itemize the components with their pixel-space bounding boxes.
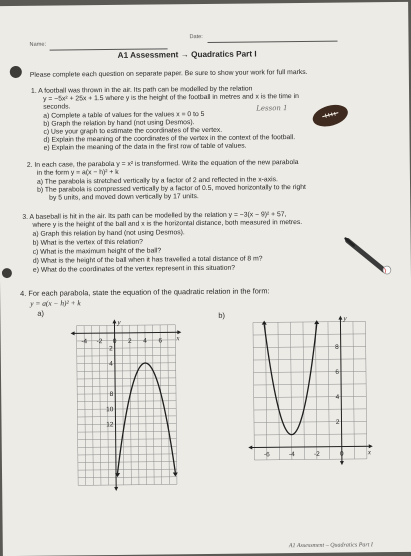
date-line (208, 41, 338, 43)
grid-line (160, 325, 162, 485)
punch-hole (10, 66, 22, 78)
grid-line (328, 322, 329, 459)
grid-line (290, 322, 291, 459)
grid-line (77, 386, 176, 387)
y-axis-arrow (338, 316, 342, 320)
x-tick-label: 4 (143, 337, 147, 345)
grid-line (84, 326, 86, 486)
q1-line-2: y = −5x² + 25x + 1.5 where y is the height of the football in metres and x is the time in (43, 93, 299, 103)
y-tick-label: 2 (335, 418, 340, 426)
q3-part-b: b) What is the vertex of this relation? (32, 238, 143, 247)
x-tick-label: -4 (81, 338, 88, 346)
x-axis-label: x (367, 448, 371, 457)
grid-line (77, 348, 176, 349)
q3-line-2: where y is the height of the ball and x is the horizontal distance, both measured in metres. (32, 218, 303, 229)
grid-line (77, 355, 176, 356)
worksheet-page (0, 2, 411, 556)
y-axis (340, 319, 342, 462)
q1-part-b: b) Graph the relation by hand (not using Desmos). (43, 119, 195, 128)
y-tick-label: 2 (109, 345, 113, 353)
q2-part-b: b) The parabola is compressed vertically by a factor of 0.5, moved horizontally to the right (37, 183, 306, 194)
y-tick-label: 8 (109, 390, 114, 399)
y-axis-arrow (112, 319, 116, 323)
graph-a-label: a) (37, 308, 44, 318)
q2-line-1: 2. In each case, the parabola y = x² is transformed. Write the equation of the new parabola (26, 159, 299, 169)
grid-line (315, 322, 316, 459)
graph-b-label: b) (218, 310, 226, 320)
q4-form: y = a(x − h)² + k (30, 298, 81, 308)
baseball-bat-icon (342, 234, 394, 279)
grid-line (353, 321, 354, 458)
grid-line (127, 325, 132, 485)
grid-line (77, 363, 176, 364)
x-tick-label: 0 (339, 450, 344, 458)
grid-line (78, 454, 177, 455)
y-axis-label: y (343, 314, 347, 323)
q3-part-d: d) What is the height of the ball when it has travelled a total distance of 8 m? (32, 255, 263, 265)
x-tick-label: -2 (96, 338, 103, 346)
q2-line-2: in the form y = a(x − h)² + k (36, 168, 119, 177)
grid-line (78, 484, 177, 485)
grid-line (76, 325, 175, 326)
y-tick-label: 10 (106, 406, 114, 414)
grid-line (253, 346, 365, 347)
grid-line (78, 446, 177, 447)
y-tick-label: 12 (106, 421, 114, 429)
grid-line (78, 462, 177, 463)
grid-line (92, 326, 94, 486)
q1-line-1: 1. A football was thrown in the air. Its path can be modelled by the relation (30, 85, 253, 95)
grid-line (77, 370, 176, 371)
grid-line (253, 334, 365, 335)
grid-line (365, 321, 366, 458)
grid-line (137, 325, 139, 485)
q2-part-b-cont: by 5 units, and moved down vertically by 17 units. (49, 193, 199, 202)
x-tick-label: 6 (158, 337, 163, 345)
x-tick-label: -2 (313, 450, 320, 458)
y-axis-arrow (114, 487, 118, 491)
grid-line (168, 325, 170, 485)
x-tick-label: -6 (263, 451, 270, 459)
page-footer: A1 Assessment – Quadratics Part I (288, 542, 373, 550)
grid-line (254, 459, 366, 460)
grid-line (145, 325, 147, 485)
q1-line-3: seconds. (43, 103, 71, 111)
q1-part-a: a) Complete a table of values for the values x = 0 to 5 (43, 111, 205, 120)
q1-part-e: e) Explain the meaning of the data in the first row of table of values. (43, 142, 247, 152)
grid-line (254, 421, 366, 422)
grid-line (122, 325, 124, 485)
y-tick-label: 4 (335, 393, 340, 401)
q2-part-a: a) The parabola is stretched vertically by a factor of 2 and reflected in the x-axis. (36, 176, 278, 186)
x-tick-label: 2 (127, 337, 132, 345)
grid-line (254, 409, 366, 410)
x-axis-arrow (71, 331, 75, 335)
page-title: A1 Assessment → Quadratics Part I (117, 49, 257, 60)
q1-part-c: c) Use your graph to estimate the coordinates of the vertex. (43, 126, 223, 136)
q3-part-a: a) Graph this relation by hand (not using Desmos). (32, 229, 185, 238)
q3-part-c: c) What is the maximum height of the ball? (32, 247, 162, 256)
name-label: Name: (29, 41, 47, 48)
grid-line (78, 469, 177, 470)
y-axis (114, 322, 116, 488)
grid-line (96, 326, 103, 486)
y-axis-arrow (340, 461, 344, 465)
grid-line (78, 431, 177, 432)
grid-line (254, 384, 366, 385)
date-label: Date: (189, 34, 203, 41)
y-tick-label: 4 (109, 360, 113, 368)
grid-line (303, 322, 304, 459)
graph-b (240, 310, 376, 469)
grid-line (175, 325, 177, 485)
grid-line (77, 401, 176, 402)
x-axis (251, 446, 369, 447)
football-icon (310, 102, 350, 128)
y-axis-label: y (117, 318, 121, 327)
grid-line (76, 326, 78, 486)
y-tick-label: 8 (335, 343, 339, 351)
grid-line (253, 323, 254, 460)
punch-hole (2, 268, 12, 278)
grid-line (78, 439, 177, 440)
instructions: Please complete each question on separate paper. Be sure to show your work for full marks. (29, 68, 308, 79)
x-tick-label: -4 (288, 451, 295, 459)
q3-part-e: e) What do the coordinates of the vertex represent in this situation? (32, 264, 236, 274)
x-axis-arrow (248, 446, 252, 450)
q1-part-d: d) Explain the meaning of the coordinates of the vertex in the context of the football. (43, 134, 296, 144)
grid-line (278, 322, 279, 459)
q4-line: 4. For each parabola, state the equation of the quadratic relation in the form: (20, 286, 270, 298)
x-axis-label: x (176, 334, 180, 343)
grid-line (152, 325, 154, 485)
grid-line (77, 378, 176, 379)
grid-line (253, 371, 365, 372)
y-tick-label: 6 (335, 368, 340, 376)
graph-a (52, 316, 200, 494)
q3-line-1: 3. A baseball is hit in the air. Its path can be modelled by the relation y = −3(x − 9)² + 57, (22, 211, 287, 221)
grid-line (77, 416, 176, 417)
handwritten-note: Lesson 1 (256, 104, 288, 113)
grid-line (78, 424, 177, 425)
grid-line (254, 396, 366, 397)
grid-line (78, 477, 177, 478)
grid-line (253, 359, 365, 360)
x-axis (74, 332, 179, 333)
x-tick-label: 0 (112, 337, 117, 345)
grid-line (253, 321, 365, 322)
grid-line (254, 434, 366, 435)
